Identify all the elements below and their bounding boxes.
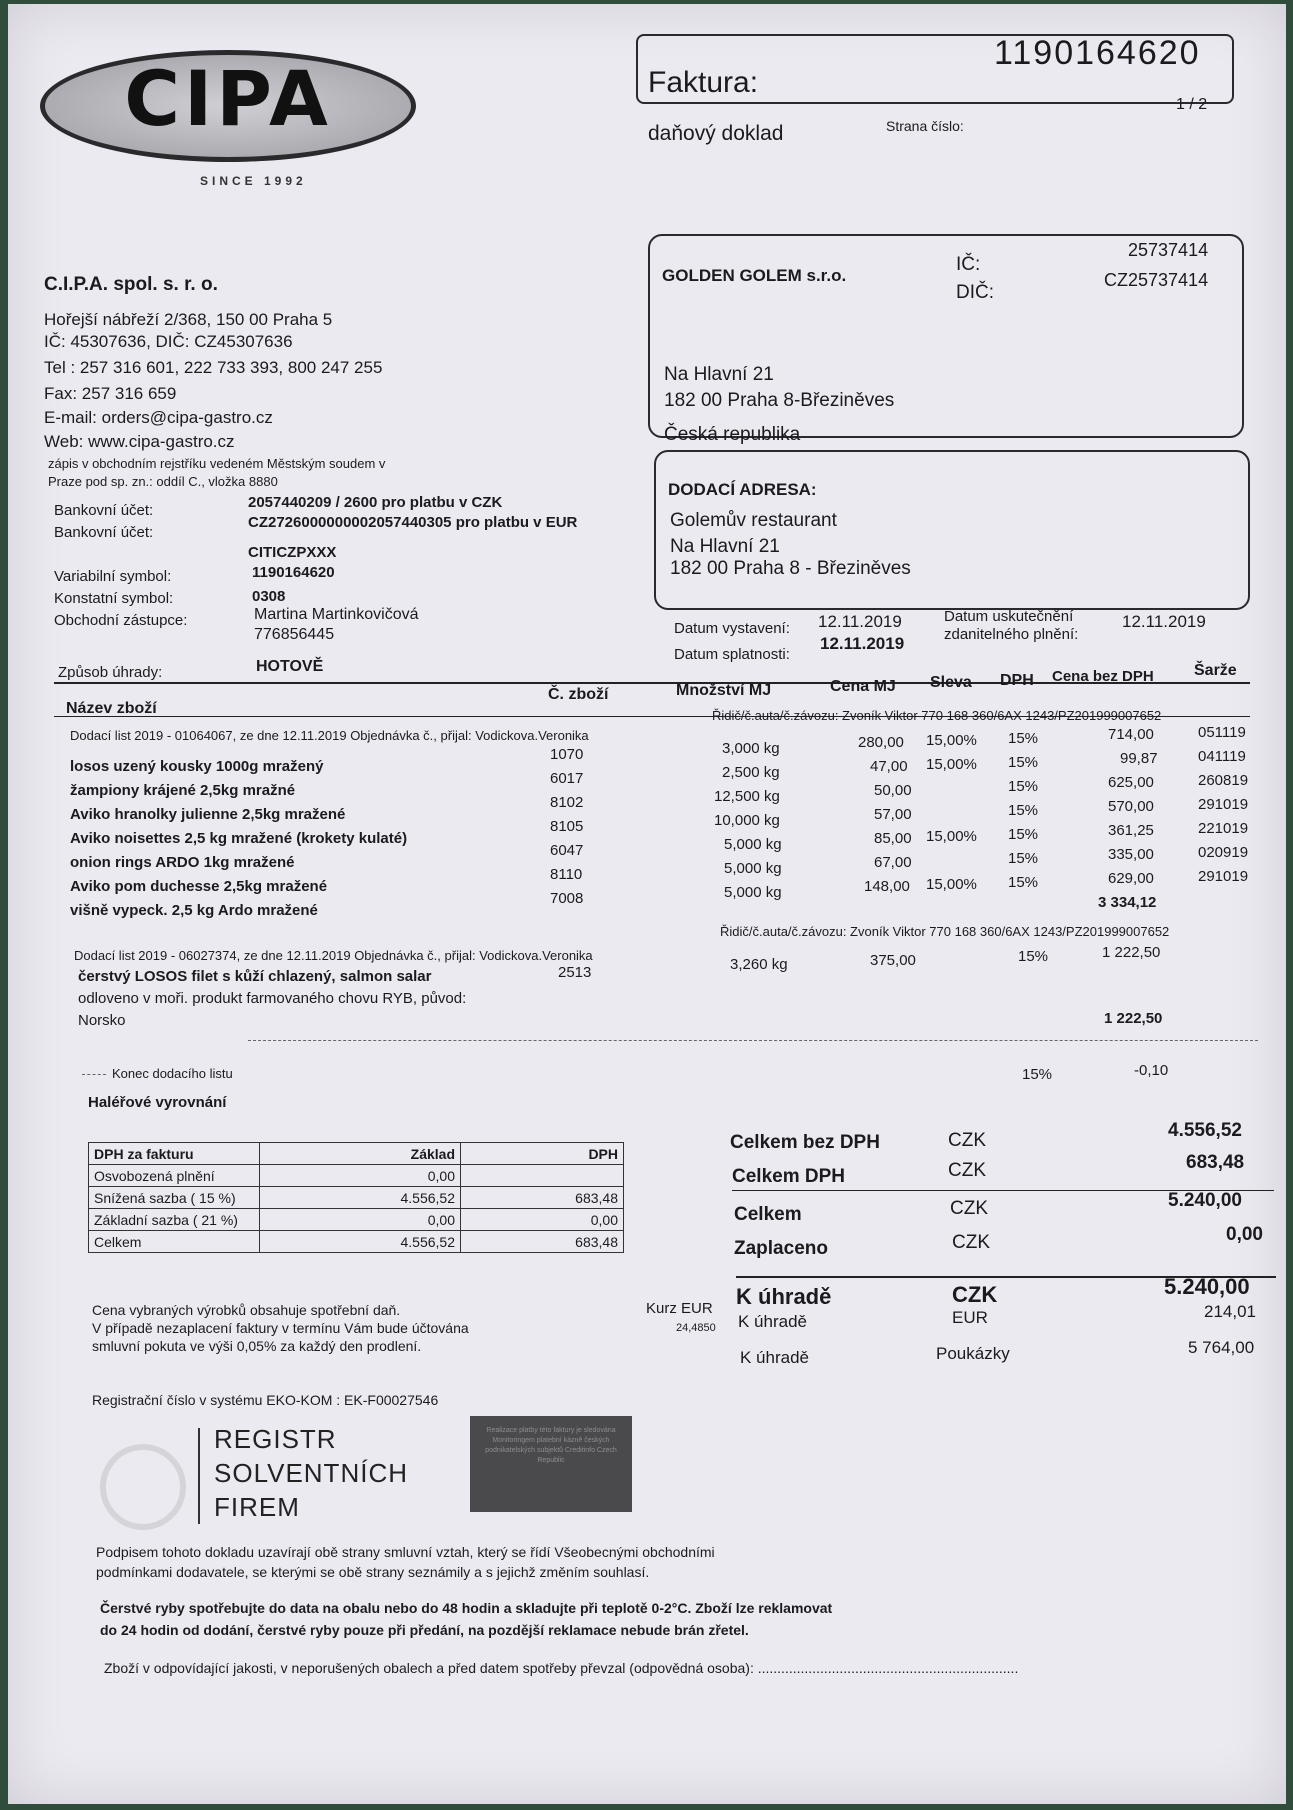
item-total: 99,87 bbox=[1120, 750, 1158, 767]
invoice-title: Faktura: bbox=[648, 66, 759, 99]
delivery-title: DODACÍ ADRESA: bbox=[668, 480, 817, 499]
end-note: Konec dodacího listu bbox=[112, 1066, 233, 1081]
item-code: 6047 bbox=[550, 842, 584, 859]
delivery-note-2-item-desc2: Norsko bbox=[78, 1012, 126, 1029]
item-code: 6017 bbox=[550, 770, 584, 787]
delivery-note-2-item-desc1: odloveno v moři. produkt farmovaného chovu RYB, původ: bbox=[78, 990, 467, 1007]
total-without-vat-currency: CZK bbox=[948, 1130, 986, 1151]
payment-method-value: HOTOVĚ bbox=[256, 658, 324, 675]
delivery-note-1-subtotal: 3 334,12 bbox=[1098, 894, 1157, 911]
item-batch: 221019 bbox=[1198, 820, 1249, 837]
item-vat: 15% bbox=[1008, 754, 1039, 771]
item-qty: 5,000 kg bbox=[724, 836, 782, 853]
delivery-note-2-item-vat: 15% bbox=[1018, 948, 1049, 965]
exchange-rate-label: Kurz EUR bbox=[646, 1300, 713, 1317]
delivery-name: Golemův restaurant bbox=[670, 510, 837, 531]
col-header-vat: DPH bbox=[1000, 672, 1034, 689]
taxable-value: 12.11.2019 bbox=[1122, 612, 1206, 631]
item-vat: 15% bbox=[1008, 874, 1039, 891]
vat-row-base: 0,00 bbox=[260, 1209, 461, 1231]
exchange-rate-value: 24,4850 bbox=[676, 1322, 716, 1334]
item-discount: 15,00% bbox=[926, 876, 977, 893]
item-batch: 051119 bbox=[1198, 724, 1246, 741]
delivery-note-2-item-qty: 3,260 kg bbox=[730, 956, 788, 973]
delivery-note-2-driver: Řidič/č.auta/č.závozu: Zvoník Viktor 770 168 360/6AX 1243/PZ201999007652 bbox=[720, 924, 1170, 939]
rounding-vat: 15% bbox=[1022, 1066, 1053, 1083]
due-vouchers-currency: Poukázky bbox=[936, 1344, 1010, 1363]
due-eur-label: K úhradě bbox=[738, 1312, 807, 1331]
item-code: 8105 bbox=[550, 818, 584, 835]
item-batch: 291019 bbox=[1198, 796, 1249, 813]
vat-row-label: Snížená sazba ( 15 %) bbox=[89, 1187, 260, 1209]
supplier-tel: Tel : 257 316 601, 222 733 393, 800 247 255 bbox=[44, 358, 383, 377]
delivery-note-1-driver: Řidič/č.auta/č.závozu: Zvoník Viktor 770 168 360/6AX 1243/PZ201999007652 bbox=[712, 708, 1162, 723]
item-name: Aviko hranolky julienne 2,5kg mražené bbox=[70, 806, 346, 823]
item-total: 625,00 bbox=[1108, 774, 1154, 791]
delivery-note-2-item-code: 2513 bbox=[558, 964, 592, 981]
rep-name: Martina Martinkovičová bbox=[254, 606, 419, 623]
fish-note-2: do 24 hodin od dodání, čerstvé ryby pouze při předání, na pozdější reklamace nebude brán zřetel. bbox=[100, 1622, 749, 1638]
item-name: žampiony krájené 2,5kg mražné bbox=[70, 782, 296, 799]
supplier-fax: Fax: 257 316 659 bbox=[44, 384, 177, 403]
vs-label: Variabilní symbol: bbox=[54, 568, 172, 585]
item-name: onion rings ARDO 1kg mražené bbox=[70, 854, 295, 871]
total-label: Celkem bbox=[734, 1204, 802, 1225]
vat-header-label: DPH za fakturu bbox=[89, 1143, 260, 1165]
vat-row-base: 4.556,52 bbox=[260, 1187, 461, 1209]
issued-value: 12.11.2019 bbox=[818, 612, 902, 631]
customer-street: Na Hlavní 21 bbox=[664, 364, 774, 385]
page-value: 1 / 2 bbox=[1176, 96, 1208, 113]
item-name: višně vypeck. 2,5 kg Ardo mražené bbox=[70, 902, 318, 919]
item-vat: 15% bbox=[1008, 802, 1039, 819]
vat-row-vat: 0,00 bbox=[461, 1209, 624, 1231]
due-vouchers-value: 5 764,00 bbox=[1188, 1338, 1255, 1357]
taxable-label-1: Datum uskutečnění bbox=[944, 608, 1074, 625]
item-vat: 15% bbox=[1008, 778, 1039, 795]
total-vat-currency: CZK bbox=[948, 1160, 986, 1181]
delivery-note-1-header: Dodací list 2019 - 01064067, ze dne 12.11.2019 Objednávka č., přijal: Vodickova.Veronika bbox=[70, 728, 589, 743]
item-vat: 15% bbox=[1008, 826, 1039, 843]
item-qty: 5,000 kg bbox=[724, 860, 782, 877]
end-note-dashed-line bbox=[248, 1040, 1258, 1041]
item-qty: 2,500 kg bbox=[722, 764, 780, 781]
fish-note-1: Čerstvé ryby spotřebujte do data na obalu nebo do 48 hodin a skladujte při teplotě 0-2°C. Zboží lze reklamovat bbox=[100, 1600, 833, 1616]
table-row bbox=[89, 1165, 624, 1187]
vat-row-base: 0,00 bbox=[260, 1165, 461, 1187]
customer-name: GOLDEN GOLEM s.r.o. bbox=[662, 266, 847, 285]
item-price: 280,00 bbox=[858, 734, 904, 751]
supplier-ids: IČ: 45307636, DIČ: CZ45307636 bbox=[44, 332, 293, 351]
ekokom-number: Registrační číslo v systému EKO-KOM : EK-F00027546 bbox=[92, 1392, 439, 1408]
vat-summary-table bbox=[88, 1142, 624, 1253]
item-discount: 15,00% bbox=[926, 732, 977, 749]
item-discount: 15,00% bbox=[926, 756, 977, 773]
item-total: 570,00 bbox=[1108, 798, 1154, 815]
due-value: 5.240,00 bbox=[1164, 1274, 1250, 1299]
due-currency: CZK bbox=[952, 1282, 998, 1307]
item-total: 335,00 bbox=[1108, 846, 1154, 863]
rounding-value: -0,10 bbox=[1134, 1062, 1169, 1079]
item-qty: 5,000 kg bbox=[724, 884, 782, 901]
payment-method-label: Způsob úhrady: bbox=[58, 664, 163, 681]
customer-ic-value: 25737414 bbox=[1128, 240, 1209, 260]
paid-currency: CZK bbox=[952, 1232, 990, 1253]
registry-logo-text: REGISTR SOLVENTNÍCH FIREM bbox=[214, 1424, 408, 1522]
customer-city: 182 00 Praha 8-Březiněves bbox=[664, 390, 895, 411]
vat-header-base: Základ bbox=[260, 1143, 461, 1165]
item-total: 714,00 bbox=[1108, 726, 1154, 743]
item-batch: 041119 bbox=[1198, 748, 1246, 765]
item-discount: 15,00% bbox=[926, 828, 977, 845]
page-label: Strana číslo: bbox=[886, 118, 964, 134]
terms-line-2: podmínkami dodavatele, se kterými se obě strany seznámily a s jejichž změním souhlasí. bbox=[96, 1564, 650, 1580]
item-qty: 3,000 kg bbox=[722, 740, 780, 757]
col-header-qty: Množství MJ bbox=[676, 682, 772, 699]
vat-header-vat: DPH bbox=[461, 1143, 624, 1165]
col-header-name: Název zboží bbox=[66, 700, 157, 717]
supplier-email: E-mail: orders@cipa-gastro.cz bbox=[44, 408, 273, 427]
invoice-page bbox=[8, 4, 1286, 1804]
invoice-subtitle: daňový doklad bbox=[648, 122, 784, 145]
creditinfo-stamp: Realizace platby této faktury je sledována Monitoringem platební kázně českých podnikatelských subjektů Creditinfo Czech Republic bbox=[470, 1416, 632, 1512]
rounding-label: Haléřové vyrovnání bbox=[88, 1094, 227, 1111]
delivery-note-2-item-price: 375,00 bbox=[870, 952, 916, 969]
vs-value: 1190164620 bbox=[252, 564, 335, 581]
item-batch: 260819 bbox=[1198, 772, 1249, 789]
item-code: 8110 bbox=[550, 866, 583, 883]
table-row bbox=[89, 1209, 624, 1231]
registry-logo-icon bbox=[100, 1444, 186, 1530]
registry-logo-divider bbox=[198, 1428, 200, 1524]
ks-label: Konstatní symbol: bbox=[54, 590, 174, 607]
delivery-street: Na Hlavní 21 bbox=[670, 536, 780, 557]
item-name: losos uzený kousky 1000g mražený bbox=[70, 758, 324, 775]
item-total: 629,00 bbox=[1108, 870, 1154, 887]
total-currency: CZK bbox=[950, 1198, 988, 1219]
supplier-register-line2: Praze pod sp. zn.: oddíl C., vložka 8880 bbox=[48, 474, 278, 489]
vat-row-base: 4.556,52 bbox=[260, 1231, 461, 1253]
item-price: 148,00 bbox=[864, 878, 910, 895]
due-eur-value: 214,01 bbox=[1204, 1302, 1256, 1321]
supplier-name: C.I.P.A. spol. s. r. o. bbox=[44, 274, 218, 295]
due-date-label: Datum splatnosti: bbox=[674, 646, 790, 663]
rep-label: Obchodní zástupce: bbox=[54, 612, 188, 629]
delivery-note-2-subtotal: 1 222,50 bbox=[1104, 1010, 1163, 1027]
item-code: 8102 bbox=[550, 794, 584, 811]
vat-row-vat: 683,48 bbox=[461, 1187, 624, 1209]
item-name: Aviko noisettes 2,5 kg mražené (krokety kulaté) bbox=[70, 830, 408, 847]
customer-dic-label: DIČ: bbox=[956, 282, 994, 303]
item-total: 361,25 bbox=[1108, 822, 1154, 839]
col-header-discount: Sleva bbox=[930, 674, 972, 691]
item-price: 57,00 bbox=[874, 806, 912, 823]
vat-row-label: Základní sazba ( 21 %) bbox=[89, 1209, 260, 1231]
total-vat-label: Celkem DPH bbox=[732, 1166, 845, 1187]
customer-dic-value: CZ25737414 bbox=[1104, 270, 1209, 290]
supplier-address: Hořejší nábřeží 2/368, 150 00 Praha 5 bbox=[44, 310, 333, 329]
excise-note-3: smluvní pokuta ve výši 0,05% za každý den prodlení. bbox=[92, 1338, 422, 1354]
taxable-label-2: zdanitelného plnění: bbox=[944, 626, 1079, 643]
item-batch: 020919 bbox=[1198, 844, 1249, 861]
item-batch: 291019 bbox=[1198, 868, 1249, 885]
bank1-label: Bankovní účet: bbox=[54, 502, 154, 519]
due-date-value: 12.11.2019 bbox=[820, 634, 905, 653]
due-vouchers-label: K úhradě bbox=[740, 1348, 809, 1367]
total-without-vat-value: 4.556,52 bbox=[1168, 1120, 1242, 1141]
item-price: 47,00 bbox=[870, 758, 908, 775]
logo-text: CIPA bbox=[124, 54, 332, 143]
vat-row-vat bbox=[461, 1165, 624, 1187]
bank2-value: CZ2726000000002057440305 pro platbu v EUR bbox=[248, 514, 578, 531]
table-row bbox=[89, 1187, 624, 1209]
supplier-register-line1: zápis v obchodním rejstříku vedeném Městským soudem v bbox=[48, 456, 386, 471]
rep-phone: 776856445 bbox=[254, 626, 335, 643]
bank2-swift: CITICZPXXX bbox=[248, 544, 337, 561]
invoice-number: 1190164620 bbox=[994, 34, 1201, 72]
total-vat-value: 683,48 bbox=[1186, 1152, 1245, 1173]
table-row bbox=[89, 1231, 624, 1253]
item-qty: 10,000 kg bbox=[714, 812, 780, 829]
excise-note-2: V případě nezaplacení faktury v termínu Vám bude účtována bbox=[92, 1320, 469, 1336]
total-value: 5.240,00 bbox=[1168, 1190, 1242, 1211]
total-without-vat-label: Celkem bez DPH bbox=[730, 1132, 880, 1153]
vat-row-vat: 683,48 bbox=[461, 1231, 624, 1253]
vat-row-label: Osvobozená plnění bbox=[89, 1165, 260, 1187]
item-qty: 12,500 kg bbox=[714, 788, 780, 805]
due-label: K úhradě bbox=[736, 1284, 832, 1309]
delivery-note-2-header: Dodací list 2019 - 06027374, ze dne 12.11.2019 Objednávka č., přijal: Vodickova.Veronika bbox=[74, 948, 593, 963]
col-header-code: Č. zboží bbox=[548, 686, 609, 703]
col-header-price: Cena MJ bbox=[830, 678, 896, 695]
col-header-batch: Šarže bbox=[1194, 662, 1237, 679]
table-row bbox=[89, 1143, 624, 1165]
end-note-dashed-line-left bbox=[82, 1074, 106, 1075]
logo-since: SINCE 1992 bbox=[200, 174, 307, 188]
customer-country: Česká republika bbox=[664, 424, 801, 445]
item-vat: 15% bbox=[1008, 730, 1039, 747]
paid-value: 0,00 bbox=[1226, 1224, 1263, 1245]
bank1-value: 2057440209 / 2600 pro platbu v CZK bbox=[248, 494, 503, 511]
col-header-total: Cena bez DPH bbox=[1052, 668, 1154, 685]
item-price: 50,00 bbox=[874, 782, 912, 799]
delivery-city: 182 00 Praha 8 - Březiněves bbox=[670, 558, 911, 579]
delivery-note-2-item-total: 1 222,50 bbox=[1102, 944, 1161, 961]
vat-row-label: Celkem bbox=[89, 1231, 260, 1253]
terms-line-1: Podpisem tohoto dokladu uzavírají obě strany smluvní vztah, který se řídí Všeobecnými obchodními bbox=[96, 1544, 715, 1560]
paid-label: Zaplaceno bbox=[734, 1238, 828, 1259]
issued-label: Datum vystavení: bbox=[674, 620, 790, 637]
item-vat: 15% bbox=[1008, 850, 1039, 867]
supplier-web: Web: www.cipa-gastro.cz bbox=[44, 432, 235, 451]
item-price: 85,00 bbox=[874, 830, 912, 847]
customer-ic-label: IČ: bbox=[956, 254, 981, 275]
due-eur-currency: EUR bbox=[952, 1308, 988, 1327]
item-name: Aviko pom duchesse 2,5kg mražené bbox=[70, 878, 328, 895]
received-by-line: Zboží v odpovídající jakosti, v neporušených obalech a před datem spotřeby převzal (odpovědná osoba): ................................................................... bbox=[104, 1660, 1019, 1676]
item-code: 1070 bbox=[550, 746, 584, 763]
delivery-note-2-item-name: čerstvý LOSOS filet s kůží chlazený, salmon salar bbox=[78, 968, 432, 985]
bank2-label: Bankovní účet: bbox=[54, 524, 154, 541]
excise-note-1: Cena vybraných výrobků obsahuje spotřební daň. bbox=[92, 1302, 401, 1318]
cipa-logo bbox=[40, 50, 420, 188]
item-price: 67,00 bbox=[874, 854, 912, 871]
item-code: 7008 bbox=[550, 890, 584, 907]
ks-value: 0308 bbox=[252, 588, 286, 605]
